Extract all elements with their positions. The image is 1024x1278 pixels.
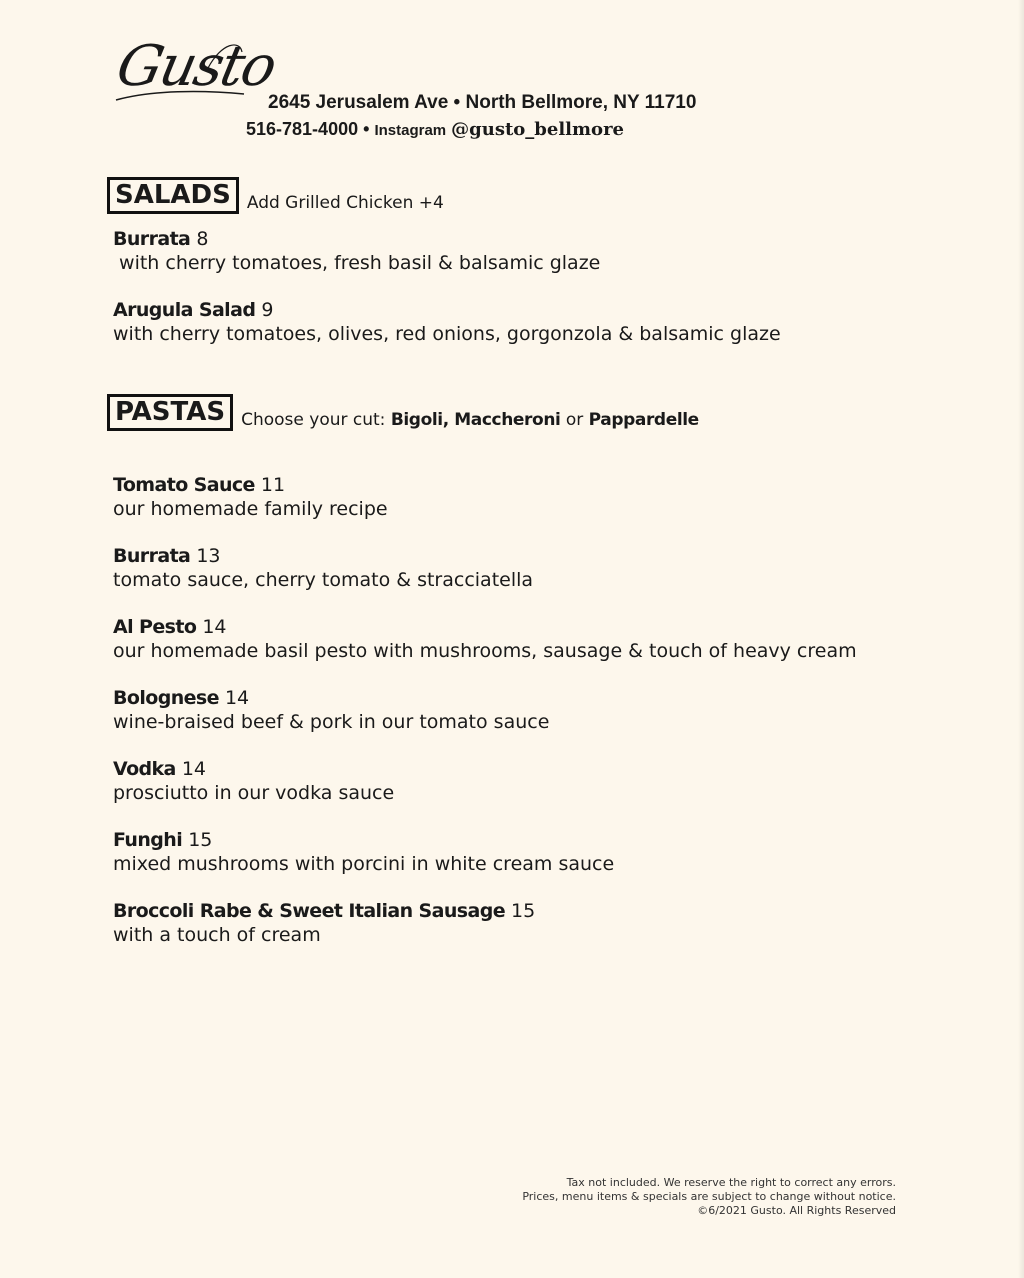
gusto-logo [111,32,281,116]
instagram-handle[interactable]: @gusto_bellmore [451,119,624,140]
contact-line [246,119,624,140]
footer-line: Prices, menu items & specials are subject to change without notice. [522,1190,896,1203]
phone-number[interactable]: 516-781-4000 [246,119,359,139]
item-name: Bolognese [113,687,219,709]
item-description: our homemade family recipe [113,498,388,520]
salads-title: SALADS [107,177,239,214]
menu-item [113,298,781,346]
item-price: 14 [202,616,227,638]
item-name: Funghi [113,829,183,851]
item-price: 9 [261,299,274,321]
restaurant-address: 2645 Jerusalem Ave • North Bellmore, NY 11710 [268,92,697,113]
menu-item [113,686,549,734]
menu-item [113,544,533,592]
item-price: 14 [181,758,207,780]
item-name: Al Pesto [113,616,197,638]
item-name: Burrata [113,228,191,250]
menu-item [113,757,394,805]
item-description: prosciutto in our vodka sauce [113,782,395,804]
item-price: 14 [224,687,250,709]
item-name: Broccoli Rabe & Sweet Italian Sausage [113,900,505,922]
pastas-title: PASTAS [107,394,233,431]
item-price: 11 [260,474,286,496]
item-price: 15 [511,900,536,922]
item-price: 8 [196,228,209,250]
item-name: Tomato Sauce [113,474,255,496]
pastas-header [107,394,699,431]
salads-header [107,177,444,214]
footer-line: Tax not included. We reserve the right to correct any errors. [566,1176,896,1189]
menu-item [113,899,535,947]
menu-item [113,227,600,275]
menu-item [113,615,857,663]
item-price: 13 [196,545,221,567]
pastas-note: Choose your cut: Bigoli, Maccheroni or Pappardelle [241,410,699,430]
item-name: Arugula Salad [113,299,256,321]
separator-bullet: • [363,119,370,139]
item-price: 15 [188,829,213,851]
pasta-cut-option: Pappardelle [588,410,699,430]
item-description: our homemade basil pesto with mushrooms, sausage & touch of heavy cream [113,640,857,662]
pasta-cut-option: Bigoli, Maccheroni [390,410,561,430]
item-description: mixed mushrooms with porcini in white cream sauce [113,853,615,875]
footer-disclaimer [522,1176,896,1218]
item-description: with cherry tomatoes, olives, red onions, gorgonzola & balsamic glaze [113,323,781,345]
item-name: Burrata [113,545,191,567]
logo-script: Gusto [111,34,281,99]
menu-item [113,473,388,521]
instagram-label: Instagram [374,122,447,139]
page-edge-shadow [1018,0,1024,1278]
item-description: tomato sauce, cherry tomato & stracciatella [113,569,534,591]
salads-note: Add Grilled Chicken +4 [246,193,444,213]
item-description: with a touch of cream [113,924,321,946]
item-name: Vodka [113,758,176,780]
menu-item [113,828,614,876]
item-description: with cherry tomatoes, fresh basil & balsamic glaze [113,252,601,274]
item-description: wine-braised beef & pork in our tomato sauce [113,711,550,733]
copyright: ©6/2021 Gusto. All Rights Reserved [697,1204,896,1217]
